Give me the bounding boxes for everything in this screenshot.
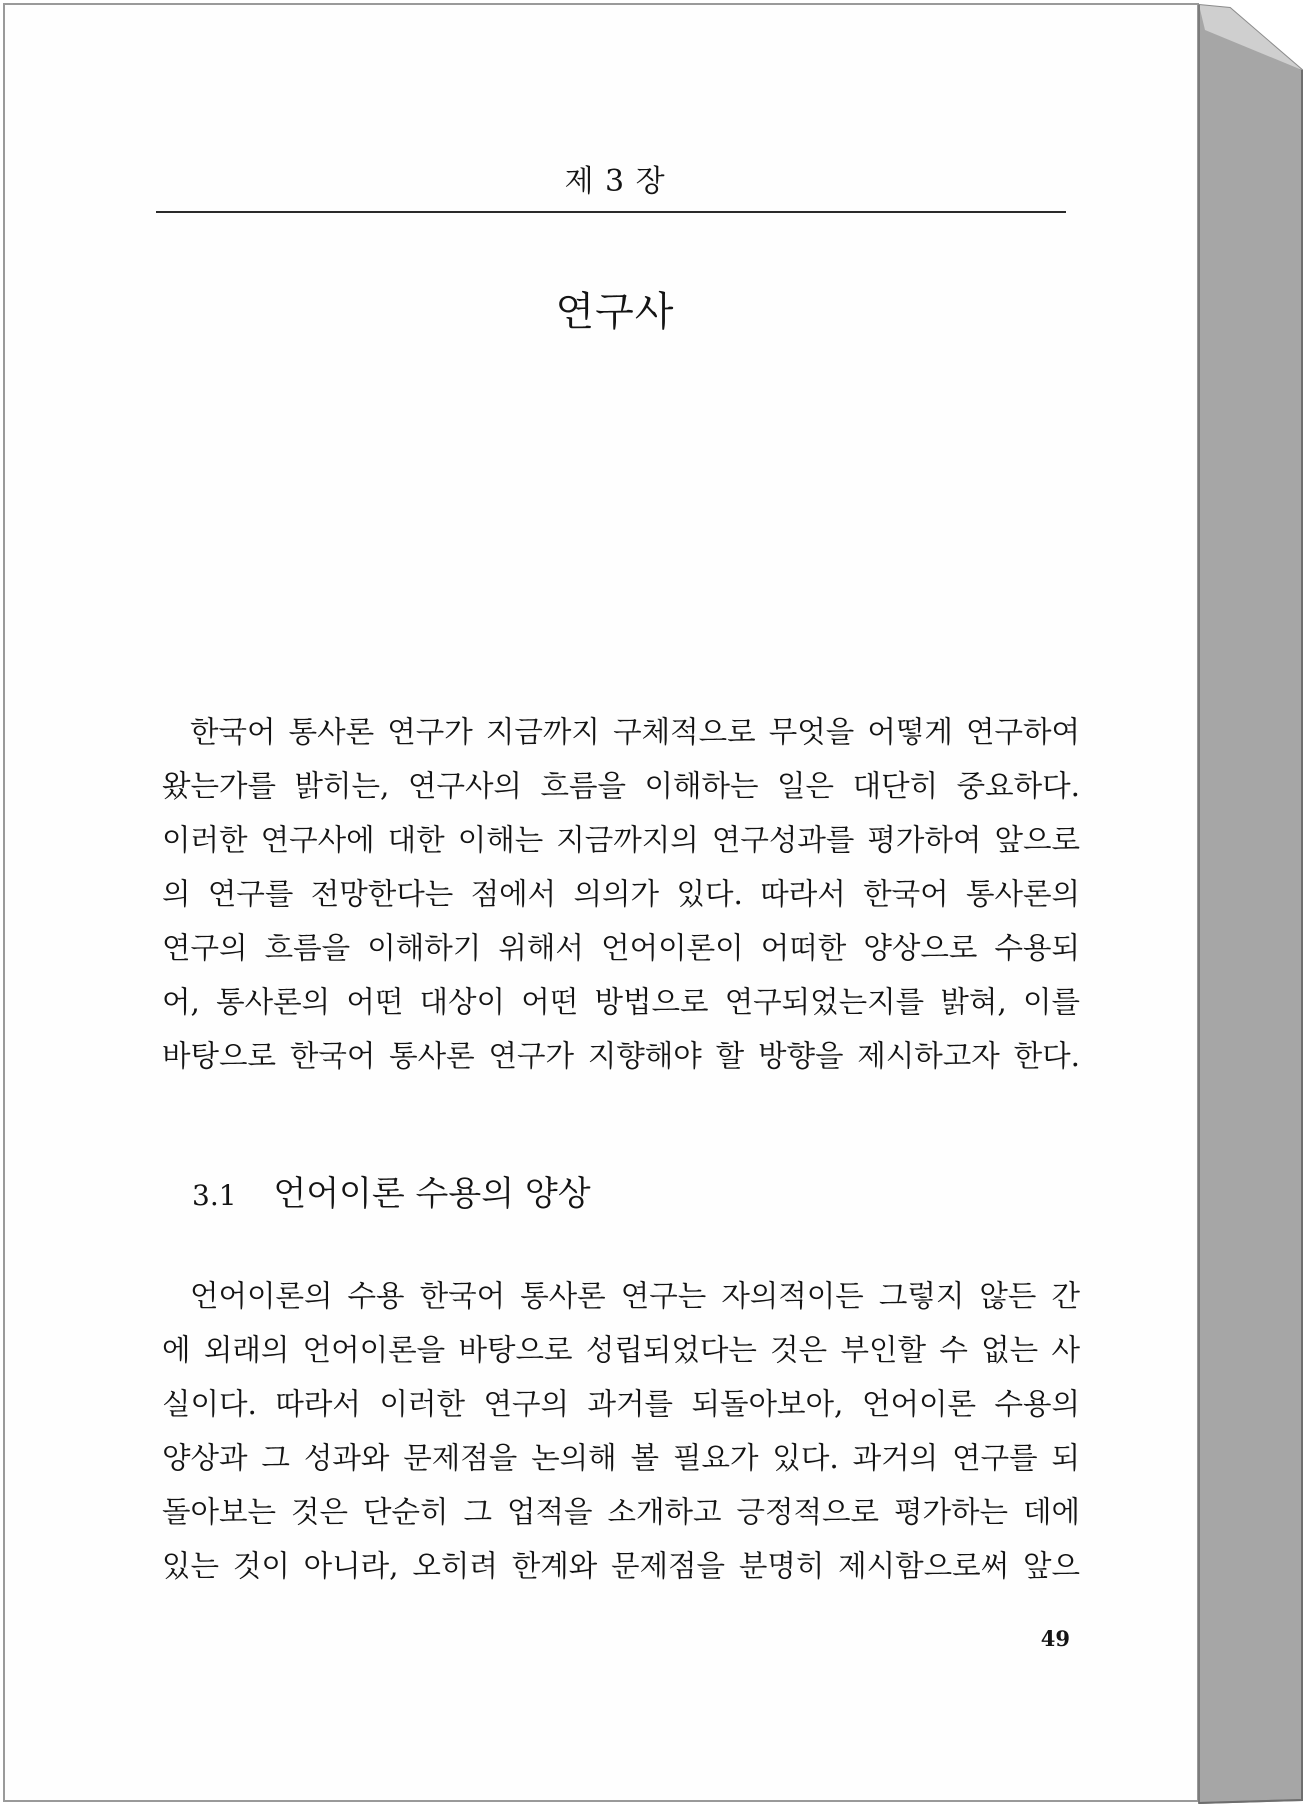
- paragraph-line: 이러한 연구사에 대한 이해는 지금까지의 연구성과를 평가하여 앞으로: [162, 823, 1080, 857]
- paragraph-line: 돌아보는 것은 단순히 그 업적을 소개하고 긍정적으로 평가하는 데에: [162, 1495, 1080, 1529]
- section-number: 3.1: [192, 1179, 237, 1212]
- header-rule: [156, 211, 1066, 213]
- section-heading: [192, 1166, 591, 1215]
- paragraph-line: 실이다. 따라서 이러한 연구의 과거를 되돌아보아, 언어이론 수용의: [162, 1387, 1080, 1421]
- paragraph-line: 언어이론의 수용 한국어 통사론 연구는 자의적이든 그렇지 않든 간: [190, 1279, 1080, 1313]
- paragraph-line: 바탕으로 한국어 통사론 연구가 지향해야 할 방향을 제시하고자 한다.: [162, 1039, 1080, 1073]
- running-header: 제 3 장: [564, 164, 666, 199]
- paragraph-line: 에 외래의 언어이론을 바탕으로 성립되었다는 것은 부인할 수 없는 사: [162, 1333, 1080, 1367]
- page-number: 49: [1040, 1626, 1070, 1651]
- paragraph-line: 양상과 그 성과와 문제점을 논의해 볼 필요가 있다. 과거의 연구를 되: [162, 1441, 1080, 1475]
- paragraph-line: 의 연구를 전망한다는 점에서 의의가 있다. 따라서 한국어 통사론의: [162, 877, 1080, 911]
- chapter-title: 연구사: [555, 289, 675, 335]
- paragraph-line: 연구의 흐름을 이해하기 위해서 언어이론이 어떠한 양상으로 수용되: [162, 931, 1080, 965]
- section-title: 언어이론 수용의 양상: [273, 1174, 591, 1214]
- paragraph-line: 어, 통사론의 어떤 대상이 어떤 방법으로 연구되었는지를 밝혀, 이를: [162, 985, 1080, 1019]
- paragraph-line: 한국어 통사론 연구가 지금까지 구체적으로 무엇을 어떻게 연구하여: [190, 715, 1080, 749]
- paragraph-line: 있는 것이 아니라, 오히려 한계와 문제점을 분명히 제시함으로써 앞으: [162, 1549, 1080, 1583]
- paragraph-line: 왔는가를 밝히는, 연구사의 흐름을 이해하는 일은 대단히 중요하다.: [162, 769, 1080, 803]
